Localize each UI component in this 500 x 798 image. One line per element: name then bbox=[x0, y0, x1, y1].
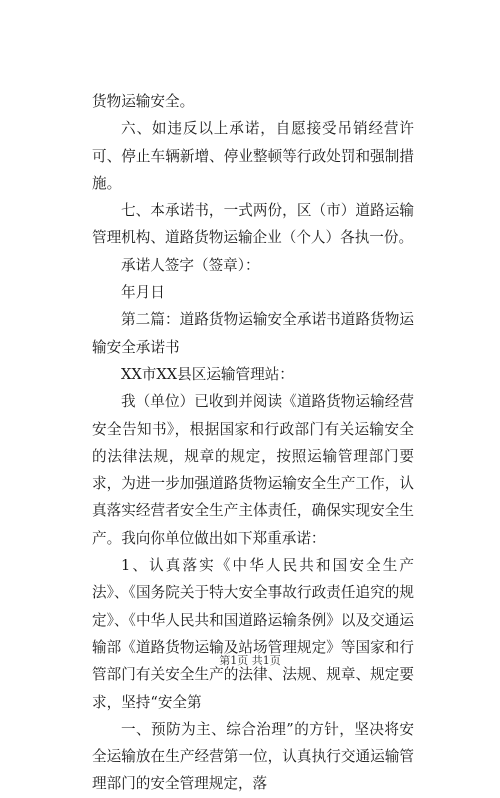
paragraph-item-one-continued: 一、预防为主、综合治理”的方针，坚决将安全运输放在生产经营第一位，认真执行交通运输管理部门的安全管理规定，落 bbox=[92, 720, 414, 793]
date-line: 年月日 bbox=[121, 284, 165, 302]
paragraph-item-one: 1、认真落实《中华人民共和国安全生产法》、《国务院关于特大安全事故行政责任追究的规定》、《中华人民共和国道路运输条例》以及交通运输部《道路货物运输及站场管理规定》等国家和行管部门有关安全生产的法律、法规、规章、规定要求，坚持“安全第 bbox=[92, 557, 414, 711]
paragraph-continuation: 货物运输安全。 bbox=[92, 93, 195, 110]
paragraph-clause-six: 六、如违反以上承诺，自愿接受吊销经营许可、停止车辆新增、停业整顿等行政处罚和强制措施。 bbox=[92, 120, 414, 192]
signature-line: 承诺人签字（签章）： bbox=[121, 256, 260, 274]
section-title: 第二篇：道路货物运输安全承诺书道路货物运输安全承诺书 bbox=[92, 311, 414, 356]
paragraph-intro: 我（单位）已收到并阅读《道路货物运输经营安全告知书》，根据国家和行政部门有关运输安全的法律法规，规章的规定，按照运输管理部门要求，为进一步加强道路货物运输安全生产工作，认真落实经营者安全生产主体责任，确保实现安全生产。我向你单位做出如下郑重承诺： bbox=[92, 393, 414, 547]
addressee-line: XX市XX县区运输管理站： bbox=[121, 365, 294, 383]
document-body bbox=[92, 88, 414, 798]
paragraph-clause-seven: 七、本承诺书，一式两份，区（市）道路运输管理机构、道路货物运输企业（个人）各执一份。 bbox=[92, 202, 414, 247]
page-number-footer: 第1页 共1页 bbox=[219, 654, 281, 667]
